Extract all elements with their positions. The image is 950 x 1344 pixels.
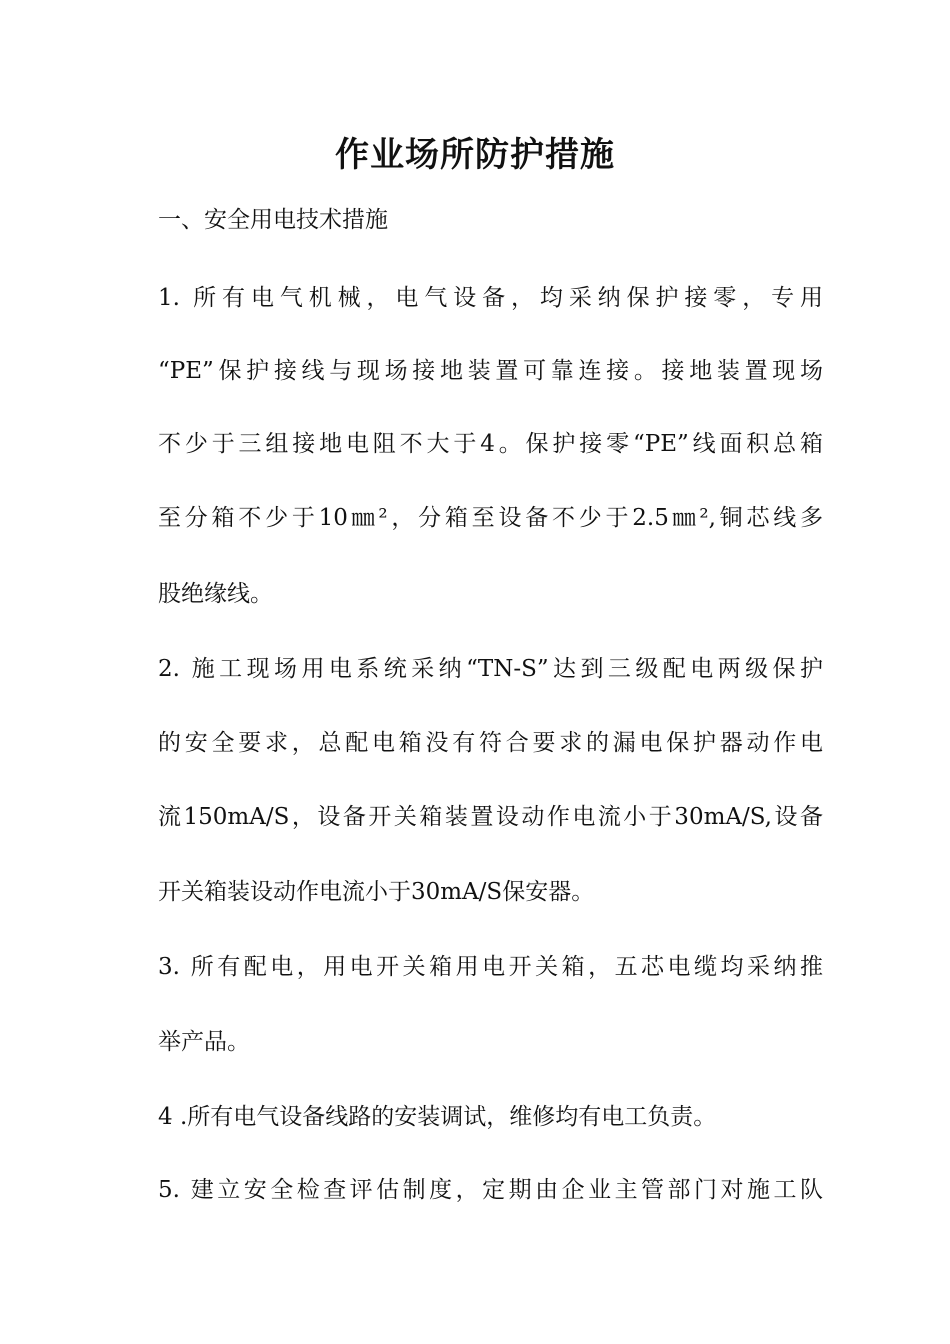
document-title: 作业场所防护措施	[335, 135, 615, 175]
paragraph-line: 不少于三组接地电阻不大于4。保护接零“PE”线面积总箱	[158, 431, 823, 457]
section-heading: 一、安全用电技术措施	[158, 207, 388, 233]
paragraph-line: 举产品。	[158, 1029, 250, 1055]
paragraph-line: 4 .所有电气设备线路的安装调试，维修均有电工负责。	[158, 1104, 717, 1130]
paragraph-line: “PE”保护接线与现场接地装置可靠连接。接地装置现场	[158, 358, 823, 384]
paragraph-line: 至分箱不少于10㎜²，分箱至设备不少于2.5㎜²,铜芯线多	[158, 505, 823, 531]
paragraph-line: 开关箱装设动作电流小于30mA/S保安器。	[158, 879, 595, 905]
paragraph-line: 流150mA/S，设备开关箱装置设动作电流小于30mA/S,设备	[158, 804, 823, 830]
paragraph-line: 1. 所有电气机械，电气设备，均采纳保护接零，专用	[158, 285, 823, 311]
paragraph-line: 3. 所有配电，用电开关箱用电开关箱，五芯电缆均采纳推	[158, 954, 823, 980]
paragraph-line: 股绝缘线。	[158, 581, 273, 607]
paragraph-line: 的安全要求，总配电箱没有符合要求的漏电保护器动作电	[158, 730, 823, 756]
paragraph-line: 2. 施工现场用电系统采纳“TN-S”达到三级配电两级保护	[158, 656, 823, 682]
paragraph-line: 5. 建立安全检查评估制度，定期由企业主管部门对施工队	[158, 1177, 823, 1203]
